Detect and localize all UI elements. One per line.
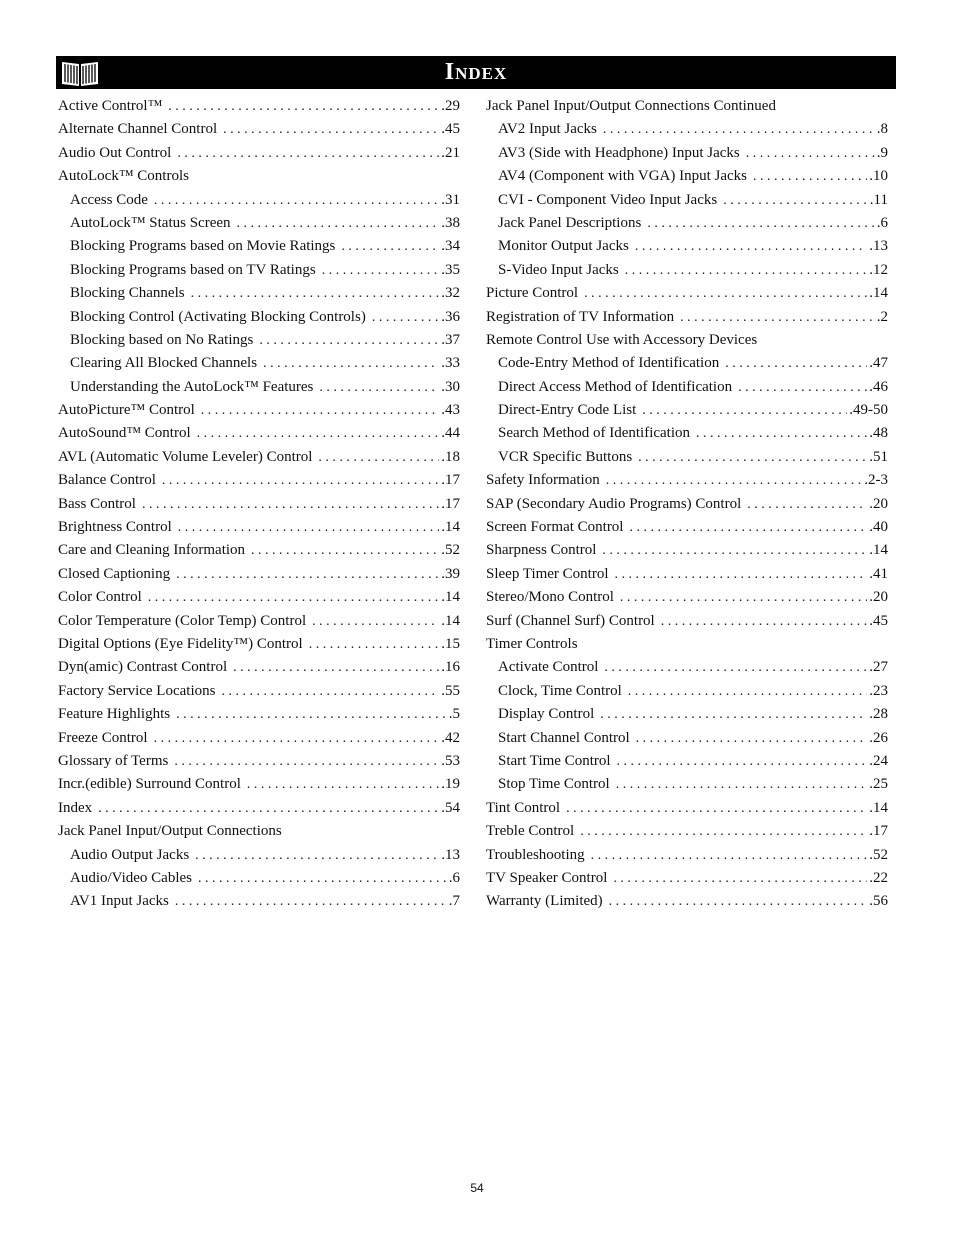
index-entry-label: AutoSound™ Control (58, 425, 191, 442)
index-entry-page: .51 (869, 448, 888, 465)
dot-leader (647, 216, 874, 232)
index-entry (486, 659, 888, 682)
index-entry-page: .14 (869, 799, 888, 816)
index-entry-page: .17 (869, 823, 888, 840)
dot-leader (738, 380, 867, 396)
dot-leader (580, 824, 867, 840)
index-entry-page: .44 (441, 425, 460, 442)
dot-leader (148, 590, 439, 606)
index-entry-label: Audio Out Control (58, 144, 172, 161)
index-entry-page: .34 (441, 238, 460, 255)
dot-leader (98, 801, 439, 817)
dot-leader (195, 848, 439, 864)
index-entry-page: .14 (441, 612, 460, 629)
index-entry-page: .17 (441, 495, 460, 512)
index-column-left (58, 98, 460, 917)
dot-leader (154, 731, 440, 747)
index-entry-page: .45 (869, 612, 888, 629)
index-entry (486, 355, 888, 378)
index-entry-page: .21 (441, 144, 460, 161)
index-entry (486, 589, 888, 612)
index-entry-page: .6 (448, 869, 460, 886)
index-entry-label: Stop Time Control (498, 776, 610, 793)
index-entry-label: AutoLock™ Controls (58, 168, 189, 185)
dot-leader (606, 473, 863, 489)
index-entry-label: Monitor Output Jacks (498, 238, 629, 255)
index-entry-page: .9 (876, 144, 888, 161)
index-entry-page: .47 (869, 355, 888, 372)
index-entry-page: .13 (441, 846, 460, 863)
index-entry-page: .24 (869, 752, 888, 769)
dot-leader (723, 193, 868, 209)
index-entry (486, 613, 888, 636)
index-entry (486, 402, 888, 425)
dot-leader (221, 684, 439, 700)
dot-leader (625, 263, 868, 279)
dot-leader (591, 848, 868, 864)
dot-leader (584, 286, 867, 302)
index-entry (58, 589, 460, 612)
dot-leader (259, 333, 439, 349)
dot-leader (747, 497, 867, 513)
dot-leader (613, 871, 867, 887)
index-entry (486, 706, 888, 729)
dot-leader (201, 403, 439, 419)
index-entry-label: Registration of TV Information (486, 308, 675, 325)
index-entry-page: .8 (876, 121, 888, 138)
index-entry-label: Timer Controls (486, 635, 578, 652)
index-entry-label: Screen Format Control (486, 519, 624, 536)
index-entry (486, 683, 888, 706)
index-entry-label: Treble Control (486, 823, 575, 840)
index-entry (486, 285, 888, 308)
index-entry-page: .16 (441, 659, 460, 676)
index-entry-page: .2 (876, 308, 888, 325)
index-entry (58, 893, 460, 916)
dot-leader (602, 543, 867, 559)
dot-leader (154, 193, 439, 209)
index-entry-page: .6 (876, 214, 888, 231)
dot-leader (746, 146, 875, 162)
index-entry-label: Feature Highlights (58, 706, 171, 723)
dot-leader (237, 216, 440, 232)
index-entry (58, 800, 460, 823)
index-entry (58, 706, 460, 729)
index-entry-page: .55 (441, 682, 460, 699)
index-entry-label: Blocking based on No Ratings (70, 331, 254, 348)
dot-leader (176, 707, 447, 723)
index-entry-page: .15 (441, 635, 460, 652)
index-entry-label: Jack Panel Input/Output Connections Continued (486, 98, 776, 114)
index-entry (58, 121, 460, 144)
dot-leader (629, 520, 867, 536)
index-entry-label: Search Method of Identification (498, 425, 691, 442)
index-entry (486, 449, 888, 472)
index-entry-page: .31 (441, 191, 460, 208)
index-entry-page: .40 (869, 519, 888, 536)
index-entry-label: Balance Control (58, 472, 156, 489)
index-entry-label: Direct-Entry Code List (498, 402, 637, 419)
index-entry (486, 121, 888, 144)
index-entry-label: Alternate Channel Control (58, 121, 218, 138)
dot-leader (197, 426, 440, 442)
index-entry-label: Understanding the AutoLock™ Features (70, 378, 314, 395)
page-title: Index (444, 59, 508, 85)
index-entry-page: .52 (441, 542, 460, 559)
index-entry (486, 262, 888, 285)
index-entry-label: Freeze Control (58, 729, 148, 746)
dot-leader (638, 450, 867, 466)
dot-leader (247, 777, 439, 793)
dot-leader (309, 637, 440, 653)
dot-leader (609, 894, 868, 910)
dot-leader (642, 403, 847, 419)
index-entry-label: Active Control™ (58, 98, 163, 114)
index-entry-page: .30 (441, 378, 460, 395)
index-entry-label: AutoLock™ Status Screen (70, 214, 231, 231)
index-entry (58, 215, 460, 238)
index-entry (58, 98, 460, 121)
index-entry-label: Warranty (Limited) (486, 893, 603, 910)
index-entry-label: Color Temperature (Color Temp) Control (58, 612, 307, 629)
index-entry-label: TV Speaker Control (486, 869, 608, 886)
index-entry (486, 893, 888, 916)
index-entry-page: .20 (869, 495, 888, 512)
index-entry (486, 823, 888, 846)
index-entry-page: .28 (869, 706, 888, 723)
index-entry-label: Jack Panel Descriptions (498, 214, 642, 231)
index-entry-page: .42 (441, 729, 460, 746)
index-entry-label: Sharpness Control (486, 542, 597, 559)
index-entry-page: .17 (441, 472, 460, 489)
index-entry-page: .37 (441, 331, 460, 348)
index-entry-page: .23 (869, 682, 888, 699)
index-entry-page: .46 (869, 378, 888, 395)
index-entry-label: AVL (Automatic Volume Leveler) Control (58, 448, 313, 465)
index-entry-page: .12 (869, 261, 888, 278)
index-entry-label: Audio/Video Cables (70, 869, 192, 886)
dot-leader (628, 684, 867, 700)
dot-leader (661, 614, 868, 630)
index-entry-label: Jack Panel Input/Output Connections (58, 823, 282, 840)
dot-leader (251, 543, 439, 559)
index-entry-label: Activate Control (498, 659, 599, 676)
dot-leader (233, 660, 439, 676)
dot-leader (319, 380, 439, 396)
index-entry-page: .25 (869, 776, 888, 793)
dot-leader (223, 122, 439, 138)
dot-leader (600, 707, 867, 723)
index-entry (58, 402, 460, 425)
dot-leader (341, 239, 439, 255)
index-entry-label: AV1 Input Jacks (70, 893, 169, 910)
index-entry-page: .45 (441, 121, 460, 138)
index-entry-page: .5 (448, 706, 460, 723)
index-entry-label: Tint Control (486, 799, 561, 816)
dot-leader (604, 660, 867, 676)
index-entry-page: .13 (869, 238, 888, 255)
index-entry (486, 519, 888, 542)
index-entry (58, 847, 460, 870)
index-entry-page: .18 (441, 448, 460, 465)
dot-leader (620, 590, 867, 606)
dot-leader (636, 731, 868, 747)
index-entry (58, 192, 460, 215)
dot-leader (566, 801, 867, 817)
index-entry-page: .52 (869, 846, 888, 863)
index-entry (58, 355, 460, 378)
index-entry-label: Index (58, 799, 93, 816)
index-entry-label: AV2 Input Jacks (498, 121, 597, 138)
index-entry-page: .26 (869, 729, 888, 746)
index-entry (58, 730, 460, 753)
index-entry-page: .38 (441, 214, 460, 231)
index-entry (486, 542, 888, 565)
index-entry-label: Digital Options (Eye Fidelity™) Control (58, 635, 303, 652)
index-entry-label: Troubleshooting (486, 846, 585, 863)
index-entry-label: Dyn(amic) Contrast Control (58, 659, 228, 676)
index-entry-page: .14 (441, 519, 460, 536)
dot-leader (198, 871, 447, 887)
index-entry-page: .43 (441, 402, 460, 419)
index-entry-page: .14 (441, 589, 460, 606)
index-entry (58, 168, 460, 191)
dot-leader (603, 122, 875, 138)
dot-leader (168, 99, 439, 115)
dot-leader (616, 777, 868, 793)
index-entry-page: .2-3 (864, 472, 888, 489)
dot-leader (178, 520, 439, 536)
index-entry-label: Blocking Channels (70, 285, 185, 302)
index-entry (58, 285, 460, 308)
dot-leader (318, 450, 439, 466)
index-entry (486, 332, 888, 355)
index-entry (58, 753, 460, 776)
index-entry-label: Sleep Timer Control (486, 565, 609, 582)
index-entry (486, 168, 888, 191)
index-entry-label: AV3 (Side with Headphone) Input Jacks (498, 144, 740, 161)
index-entry (58, 496, 460, 519)
index-entry (58, 309, 460, 332)
index-entry-page: .41 (869, 565, 888, 582)
index-entry (486, 870, 888, 893)
index-entry-label: Audio Output Jacks (70, 846, 190, 863)
index-entry (486, 472, 888, 495)
index-entry (486, 215, 888, 238)
index-entry-page: .19 (441, 776, 460, 793)
index-entry (486, 379, 888, 402)
index-entry (486, 636, 888, 659)
index-entry (58, 683, 460, 706)
index-entry (58, 379, 460, 402)
dot-leader (372, 310, 439, 326)
index-header-bar (56, 56, 896, 89)
index-entry (486, 192, 888, 215)
index-entry-label: Incr.(edible) Surround Control (58, 776, 241, 793)
dot-leader (635, 239, 867, 255)
index-entry (58, 262, 460, 285)
dot-leader (696, 426, 867, 442)
index-entry-label: AV4 (Component with VGA) Input Jacks (498, 168, 748, 185)
index-entry (486, 776, 888, 799)
index-entry-label: Remote Control Use with Accessory Devices (486, 331, 758, 348)
index-entry-page: .49-50 (849, 402, 888, 419)
index-entry (58, 332, 460, 355)
index-entry-page: .53 (441, 752, 460, 769)
index-entry-page: .56 (869, 893, 888, 910)
index-entry-page: .20 (869, 589, 888, 606)
index-entry-label: Care and Cleaning Information (58, 542, 246, 559)
index-entry-page: .7 (448, 893, 460, 910)
index-entry (486, 425, 888, 448)
dot-leader (177, 146, 439, 162)
index-entry (58, 472, 460, 495)
index-entry-page: .27 (869, 659, 888, 676)
dot-leader (753, 169, 867, 185)
dot-leader (162, 473, 439, 489)
index-entry-page: .36 (441, 308, 460, 325)
index-entry-page: .32 (441, 285, 460, 302)
index-entry-label: Factory Service Locations (58, 682, 216, 699)
dot-leader (680, 310, 875, 326)
index-entry (486, 800, 888, 823)
dot-leader (176, 567, 439, 583)
index-entry-label: Blocking Programs based on TV Ratings (70, 261, 316, 278)
index-entry (486, 496, 888, 519)
index-entry-page: .35 (441, 261, 460, 278)
index-entry (486, 309, 888, 332)
dot-leader (322, 263, 440, 279)
index-entry (486, 98, 888, 121)
index-column-right (486, 98, 888, 917)
index-entry-page: .14 (869, 542, 888, 559)
dot-leader (175, 894, 447, 910)
dot-leader (725, 356, 867, 372)
dot-leader (617, 754, 868, 770)
index-entry-page: .10 (869, 168, 888, 185)
index-entry (58, 823, 460, 846)
index-entry (58, 145, 460, 168)
index-entry-label: Code-Entry Method of Identification (498, 355, 720, 372)
index-entry (486, 145, 888, 168)
index-entry (486, 753, 888, 776)
index-entry-label: Start Time Control (498, 752, 611, 769)
index-entry (58, 613, 460, 636)
index-entry-label: Brightness Control (58, 519, 172, 536)
index-entry-page: .54 (441, 799, 460, 816)
index-entry (58, 870, 460, 893)
index-entry-label: VCR Specific Buttons (498, 448, 633, 465)
index-entry-label: Color Control (58, 589, 142, 606)
index-entry-label: Blocking Control (Activating Blocking Controls) (70, 308, 366, 325)
index-entry-label: Safety Information (486, 472, 600, 489)
index-entry-label: Closed Captioning (58, 565, 171, 582)
dot-leader (615, 567, 868, 583)
index-entry-page: .39 (441, 565, 460, 582)
index-entry-label: Clearing All Blocked Channels (70, 355, 258, 372)
dot-leader (263, 356, 439, 372)
index-entry-label: S-Video Input Jacks (498, 261, 619, 278)
index-entry-label: Clock, Time Control (498, 682, 622, 699)
index-entry-page: .22 (869, 869, 888, 886)
index-entry-page: .48 (869, 425, 888, 442)
index-entry (486, 847, 888, 870)
index-entry (58, 542, 460, 565)
index-entry-page: .33 (441, 355, 460, 372)
index-entry-label: AutoPicture™ Control (58, 402, 195, 419)
index-entry-label: Stereo/Mono Control (486, 589, 614, 606)
index-entry (58, 519, 460, 542)
index-entry-label: Display Control (498, 706, 595, 723)
index-entry-label: SAP (Secondary Audio Programs) Control (486, 495, 742, 512)
index-entry (486, 238, 888, 261)
index-entry-label: Blocking Programs based on Movie Ratings (70, 238, 336, 255)
dot-leader (191, 286, 440, 302)
index-entry (58, 776, 460, 799)
index-entry (58, 238, 460, 261)
index-entry-label: Start Channel Control (498, 729, 630, 746)
page-number: 54 (470, 1181, 484, 1195)
dot-leader (174, 754, 439, 770)
index-entry-label: Picture Control (486, 285, 579, 302)
index-entry (58, 636, 460, 659)
index-entry-label: Surf (Channel Surf) Control (486, 612, 655, 629)
dot-leader (142, 497, 439, 513)
index-entry (58, 425, 460, 448)
index-entry-label: Direct Access Method of Identification (498, 378, 733, 395)
index-entry-label: Bass Control (58, 495, 136, 512)
index-entry-label: Access Code (70, 191, 148, 208)
index-entry (58, 659, 460, 682)
index-entry (486, 566, 888, 589)
index-entry-label: CVI - Component Video Input Jacks (498, 191, 718, 208)
index-entry-label: Glossary of Terms (58, 752, 169, 769)
dot-leader (312, 614, 439, 630)
index-entry-page: .29 (441, 98, 460, 114)
index-entry-page: .11 (869, 191, 888, 208)
index-entry (58, 449, 460, 472)
index-entry (486, 730, 888, 753)
index-entry-page: .14 (869, 285, 888, 302)
index-entry (58, 566, 460, 589)
